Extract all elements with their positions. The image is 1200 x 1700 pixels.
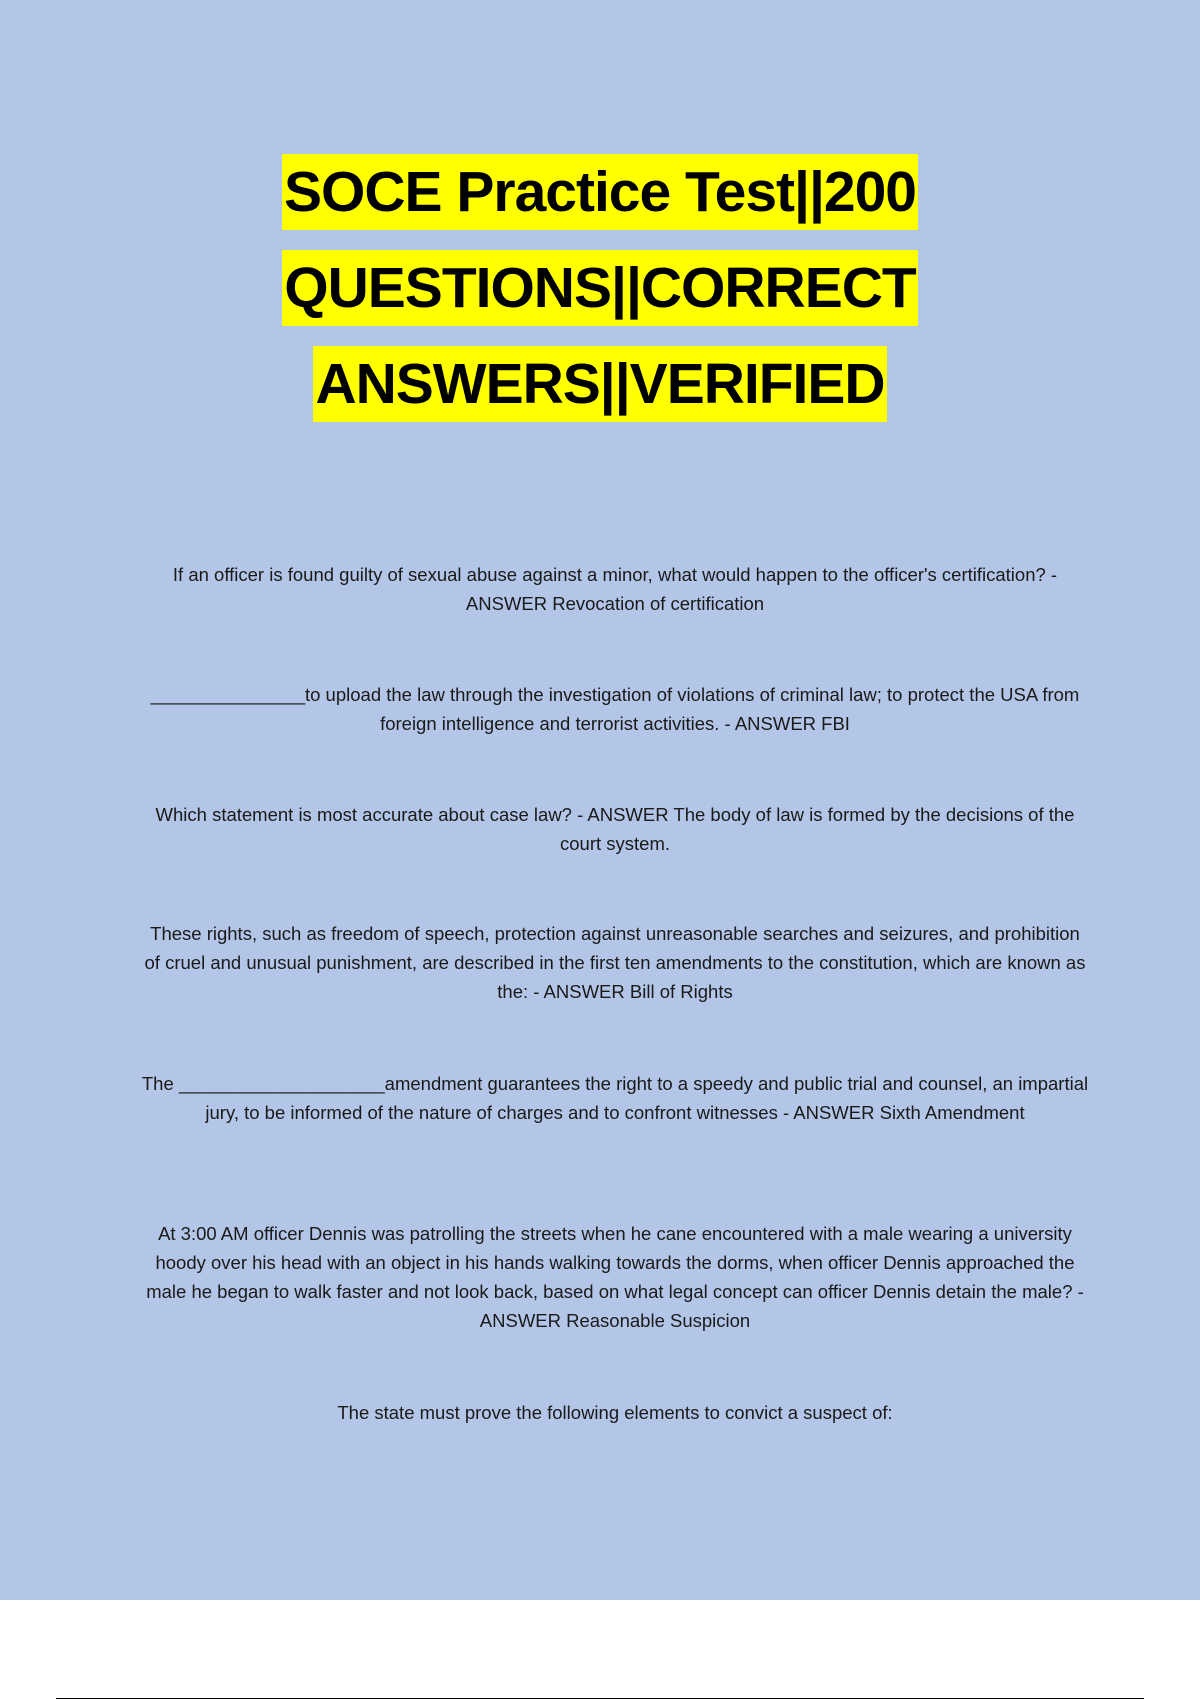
question-answer-4: These rights, such as freedom of speech, protection against unreasonable searches and seizures, and prohibition of cruel and unusual punishment, are described in the first ten amendments to the constitution, which are known as the: - ANSWER Bill of Rights: [144, 923, 1086, 1002]
title-line-1: SOCE Practice Test||200: [282, 154, 918, 230]
question-answer-5: The ____________________amendment guarantees the right to a speedy and public trial and counsel, an impartial jury, to be informed of the nature of charges and to confront witnesses - ANSWER Sixth Amendment: [141, 1073, 1089, 1123]
question-answer-3: Which statement is most accurate about case law? - ANSWER The body of law is formed by the decisions of the court system.: [155, 804, 1075, 854]
title-line-3: ANSWERS||VERIFIED: [313, 346, 886, 422]
question-answer-6: At 3:00 AM officer Dennis was patrolling the streets when he cane encountered with a male wearing a university hoody over his head with an object in his hands walking towards the dorms, when officer Dennis approached the male he began to walk faster and not look back, based on what legal concept can officer Dennis detain the male? - ANSWER Reasonable Suspicion: [146, 1223, 1084, 1331]
footer-divider: [56, 1698, 1144, 1699]
question-answer-2: _______________to upload the law through the investigation of violations of criminal law; to protect the USA from foreign intelligence and terrorist activities. - ANSWER FBI: [150, 684, 1080, 734]
question-answer-1: If an officer is found guilty of sexual abuse against a minor, what would happen to the officer's certification? - ANSWER Revocation of certification: [172, 564, 1058, 614]
title-line-2: QUESTIONS||CORRECT: [282, 250, 917, 326]
question-7: The state must prove the following elements to convict a suspect of:: [337, 1402, 893, 1423]
document-title: [0, 144, 1200, 432]
